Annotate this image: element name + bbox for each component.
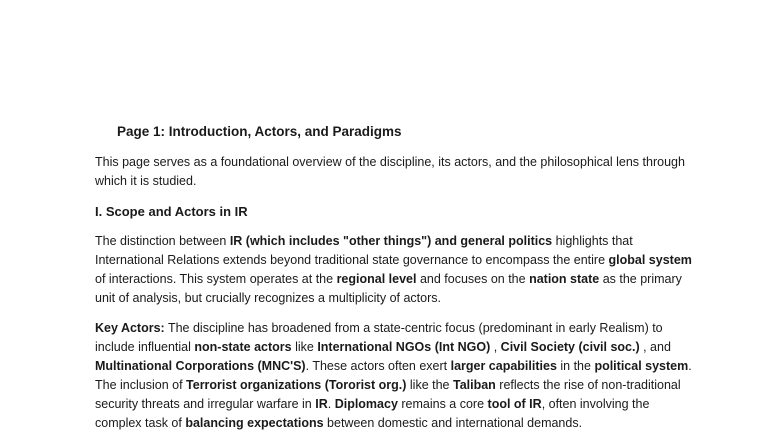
bold-term: regional level xyxy=(336,272,417,286)
bold-term: Diplomacy xyxy=(334,397,398,411)
text-run: , often involving the complex task of xyxy=(95,397,650,430)
bold-term: Civil Society (civil soc.) xyxy=(500,340,640,354)
text-run: like xyxy=(291,340,318,354)
bold-term: IR (which includes "other things") and general politics xyxy=(229,234,553,248)
text-run: of interactions. This system operates at the xyxy=(95,272,337,286)
bold-term: larger capabilities xyxy=(450,359,557,373)
page-heading: Page 1: Introduction, Actors, and Paradigms xyxy=(117,124,402,139)
text-run: between domestic and international demands. xyxy=(323,416,583,430)
bold-term: Key Actors: xyxy=(95,321,165,335)
bold-term: Terrorist organizations (Tororist org.) xyxy=(186,378,407,392)
bold-term: non-state actors xyxy=(194,340,292,354)
text-run: and focuses on the xyxy=(416,272,530,286)
text-run: , and xyxy=(639,340,671,354)
scope-paragraph xyxy=(95,232,695,308)
bold-term: nation state xyxy=(529,272,600,286)
intro-paragraph: This page serves as a foundational overview of the discipline, its actors, and the philosophical lens through which it is studied. xyxy=(95,155,685,188)
text-run: like the xyxy=(406,378,453,392)
text-run: . xyxy=(327,397,335,411)
bold-term: global system xyxy=(608,253,692,267)
bold-term: political system xyxy=(594,359,689,373)
bold-term: tool of IR xyxy=(487,397,542,411)
bold-term: balancing expectations xyxy=(185,416,324,430)
text-run: . The inclusion of xyxy=(95,359,692,392)
text-run: as the primary unit of analysis, but crucially recognizes a multiplicity of actors. xyxy=(95,272,682,305)
bold-term: IR xyxy=(315,397,328,411)
bold-term: Multinational Corporations (MNC'S) xyxy=(95,359,306,373)
text-run: The distinction between xyxy=(95,234,230,248)
bold-term: Taliban xyxy=(452,378,496,392)
text-run: . These actors often exert xyxy=(305,359,451,373)
bold-term: International NGOs (Int NGO) xyxy=(317,340,491,354)
text-run: , xyxy=(490,340,501,354)
section-heading: I. Scope and Actors in IR xyxy=(95,204,248,219)
text-run: highlights that International Relations extends beyond traditional state governance to encompass the entire xyxy=(95,234,633,267)
text-run: The discipline has broadened from a state-centric focus (predominant in early Realism) to include influential xyxy=(95,321,663,354)
text-run: reflects the rise of non-traditional security threats and irregular warfare in xyxy=(95,378,681,411)
text-run: remains a core xyxy=(397,397,488,411)
text-run: in the xyxy=(556,359,595,373)
actors-paragraph xyxy=(95,319,695,433)
